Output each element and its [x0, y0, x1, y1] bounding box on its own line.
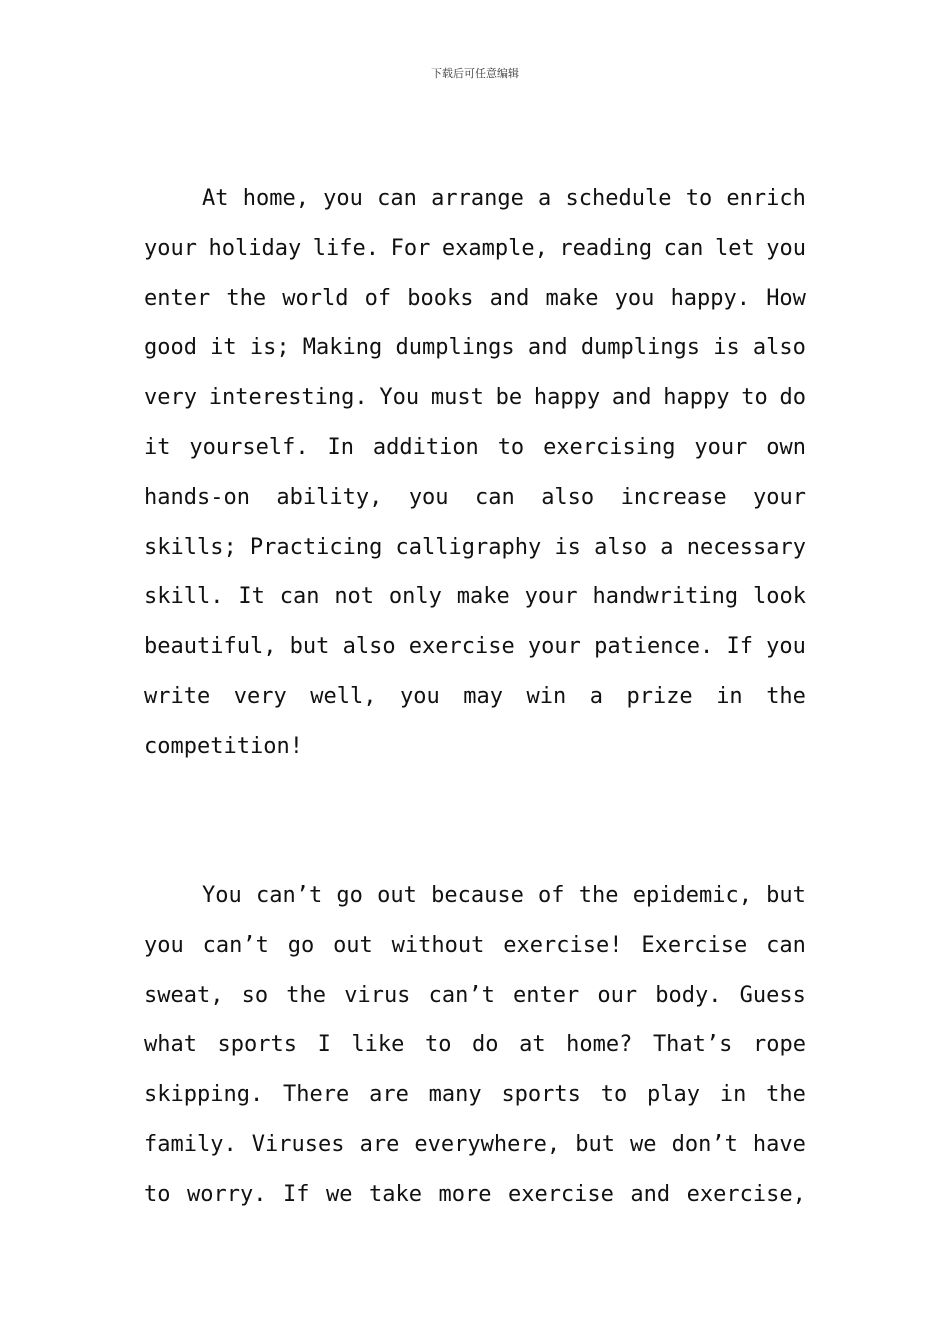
- text-line: [144, 184, 806, 234]
- word: is: [554, 534, 581, 560]
- word: write: [144, 683, 211, 709]
- word: In: [327, 434, 354, 460]
- word: you: [766, 634, 806, 660]
- word: can: [377, 186, 417, 211]
- word: also: [541, 484, 595, 510]
- word: competition!: [144, 733, 303, 759]
- word: your: [144, 235, 197, 261]
- word: That’s: [652, 1032, 733, 1058]
- word: There: [283, 1082, 350, 1108]
- word: Making: [302, 335, 383, 361]
- text-line: [144, 582, 806, 632]
- word: You: [379, 385, 420, 411]
- word: For: [390, 235, 431, 261]
- word: very: [233, 683, 287, 709]
- word: the: [286, 982, 327, 1008]
- word: may: [463, 683, 503, 709]
- word: and: [489, 285, 530, 311]
- word: well,: [310, 683, 377, 709]
- word: but: [289, 634, 330, 660]
- word: I: [317, 1032, 331, 1058]
- word: skipping.: [144, 1082, 264, 1108]
- word: prize: [626, 683, 693, 709]
- word: a: [660, 534, 674, 560]
- word: exercise: [408, 634, 515, 660]
- word: sweat,: [144, 982, 224, 1008]
- word: home?: [566, 1032, 633, 1058]
- word: have: [752, 1131, 806, 1157]
- word: can’t: [202, 932, 269, 958]
- word: and: [611, 385, 652, 411]
- word: your: [527, 634, 581, 660]
- word: let: [714, 235, 755, 261]
- word: you: [323, 186, 363, 211]
- word: exercise: [507, 1181, 614, 1207]
- word: your: [753, 484, 806, 510]
- word: can: [766, 932, 806, 958]
- word: must: [430, 385, 484, 411]
- word: beautiful,: [144, 634, 277, 660]
- word: win: [526, 683, 567, 709]
- word: we: [630, 1131, 657, 1157]
- word: is;: [249, 335, 290, 361]
- text-line: [144, 981, 806, 1031]
- word: look: [753, 584, 806, 610]
- word: many: [428, 1082, 482, 1108]
- word: reading: [559, 235, 653, 261]
- word: of: [538, 883, 565, 908]
- text-line: [144, 284, 806, 334]
- word: yourself.: [189, 434, 309, 460]
- word: home,: [242, 186, 309, 211]
- text-line: [144, 333, 806, 383]
- word: life.: [312, 235, 380, 261]
- word: to: [741, 385, 768, 411]
- word: in: [716, 683, 743, 709]
- word: Guess: [739, 982, 806, 1008]
- word: If: [726, 634, 753, 660]
- word: exercise!: [503, 932, 623, 958]
- text-line: [144, 234, 806, 284]
- word: out: [333, 932, 373, 958]
- word: Viruses: [251, 1131, 345, 1157]
- word: do: [472, 1032, 499, 1058]
- word: You: [202, 883, 242, 908]
- word: not: [334, 584, 375, 610]
- word: and: [630, 1181, 671, 1207]
- word: play: [647, 1082, 701, 1108]
- word: so: [241, 982, 269, 1008]
- word: calligraphy: [395, 534, 542, 560]
- word: out: [377, 883, 417, 908]
- word: schedule: [565, 186, 672, 211]
- word: enrich: [726, 186, 806, 211]
- word: can: [475, 484, 515, 510]
- word: skills;: [144, 534, 237, 560]
- word: enter: [144, 285, 211, 311]
- text-line: [144, 732, 806, 782]
- word: we: [325, 1181, 353, 1207]
- word: you: [408, 484, 449, 510]
- word: example,: [441, 235, 548, 261]
- word: If: [282, 1181, 310, 1207]
- text-line: [144, 682, 806, 732]
- word: can: [663, 235, 704, 261]
- word: can: [279, 584, 320, 610]
- word: arrange: [431, 186, 524, 211]
- word: also: [342, 634, 396, 660]
- word: but: [575, 1131, 615, 1157]
- word: Exercise: [641, 932, 748, 958]
- word: you: [614, 285, 655, 311]
- word: sports: [501, 1082, 581, 1108]
- word: patience.: [594, 634, 714, 660]
- word: is: [713, 335, 740, 361]
- word: holiday: [208, 235, 302, 261]
- word: only: [388, 584, 442, 610]
- word: necessary: [686, 534, 806, 560]
- word: but: [766, 883, 806, 908]
- text-line: [144, 1080, 806, 1130]
- word: increase: [620, 484, 727, 510]
- word: It: [238, 584, 265, 610]
- text-line: [144, 433, 806, 483]
- word: dumplings: [580, 335, 701, 361]
- word: a: [589, 683, 603, 709]
- word: also: [752, 335, 806, 361]
- word: rope: [752, 1032, 806, 1058]
- word: exercising: [543, 434, 676, 460]
- paragraph-1: [144, 184, 806, 782]
- text-line: [144, 1130, 806, 1180]
- text-line: [144, 533, 806, 583]
- text-line: [144, 931, 806, 981]
- word: a: [538, 186, 552, 211]
- word: make: [545, 285, 599, 311]
- text-line: [144, 1030, 806, 1080]
- word: dumplings: [395, 335, 515, 361]
- word: skill.: [144, 584, 224, 610]
- word: like: [351, 1032, 405, 1058]
- word: ability,: [276, 484, 383, 510]
- word: books: [407, 285, 474, 311]
- word: you: [766, 235, 806, 261]
- word: and: [527, 335, 568, 361]
- word: go: [287, 932, 315, 958]
- word: the: [766, 683, 806, 709]
- word: in: [719, 1082, 747, 1108]
- paragraph-2: [144, 881, 806, 1230]
- word: without: [391, 932, 485, 958]
- word: virus: [344, 982, 411, 1008]
- word: do: [779, 385, 806, 411]
- word: at: [519, 1032, 546, 1058]
- word: are: [359, 1131, 400, 1157]
- word: to: [497, 434, 525, 460]
- word: own: [766, 434, 806, 460]
- text-line: [144, 632, 806, 682]
- word: are: [369, 1082, 409, 1108]
- word: the: [766, 1082, 806, 1108]
- text-line: [144, 881, 806, 931]
- word: enter: [512, 982, 580, 1008]
- word: because: [431, 883, 524, 908]
- word: world: [282, 285, 349, 311]
- word: what: [144, 1032, 197, 1058]
- word: the: [226, 285, 267, 311]
- page-header: [0, 66, 950, 82]
- word: Practicing: [249, 534, 383, 560]
- word: be: [495, 385, 523, 411]
- word: take: [368, 1181, 422, 1207]
- word: exercise,: [686, 1181, 806, 1207]
- word: addition: [372, 434, 479, 460]
- word: happy: [533, 385, 601, 411]
- word: good: [144, 335, 197, 361]
- word: of: [364, 285, 392, 311]
- word: body.: [655, 982, 722, 1008]
- word: your: [694, 434, 748, 460]
- word: to: [685, 186, 713, 211]
- word: also: [594, 534, 648, 560]
- word: happy: [663, 385, 730, 411]
- word: hands-on: [144, 484, 250, 510]
- word: your: [524, 584, 578, 610]
- word: can’t: [428, 982, 495, 1008]
- word: everywhere,: [414, 1131, 561, 1157]
- word: to: [144, 1181, 171, 1207]
- word: worry.: [187, 1181, 267, 1207]
- word: interesting.: [208, 385, 368, 411]
- word: you: [144, 932, 184, 958]
- word: happy.: [670, 285, 751, 311]
- text-line: [144, 483, 806, 533]
- word: very: [144, 385, 197, 411]
- text-line: [144, 383, 806, 433]
- word: go: [336, 883, 363, 908]
- word: don’t: [671, 1131, 738, 1157]
- word: At: [202, 186, 229, 211]
- word: to: [600, 1082, 628, 1108]
- word: to: [424, 1032, 452, 1058]
- word: make: [456, 584, 510, 610]
- word: the: [578, 883, 619, 908]
- word: can’t: [255, 883, 323, 908]
- word: it: [144, 434, 171, 460]
- word: handwriting: [592, 584, 739, 610]
- text-line: [144, 1180, 806, 1230]
- word: you: [399, 683, 440, 709]
- word: more: [438, 1181, 492, 1207]
- word: our: [597, 982, 638, 1008]
- word: family.: [144, 1131, 237, 1157]
- word: How: [766, 285, 806, 311]
- header-text: 下载后可任意编辑: [431, 67, 519, 80]
- word: sports: [217, 1032, 298, 1058]
- word: epidemic,: [632, 883, 752, 908]
- word: it: [210, 335, 237, 361]
